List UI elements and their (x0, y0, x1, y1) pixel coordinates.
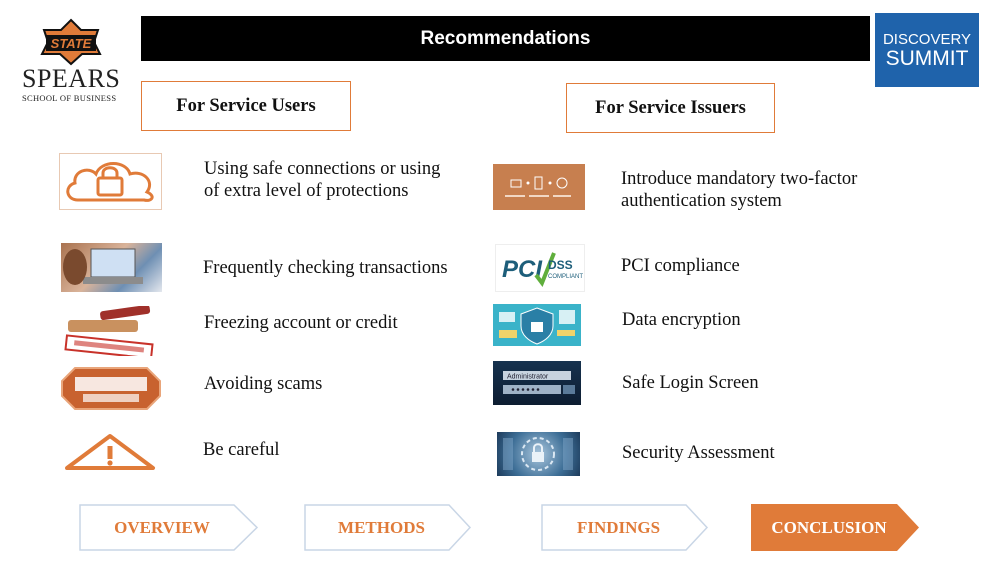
service-users-item-2: Frequently checking transactions (203, 258, 448, 278)
svg-text:DSS: DSS (548, 258, 573, 272)
nav-overview-button[interactable] (79, 504, 259, 551)
service-users-item-1 (204, 158, 440, 202)
two-factor-diagram (493, 164, 585, 210)
nav-methods-button[interactable] (304, 504, 472, 551)
service-issuers-item-2: PCI compliance (621, 256, 740, 276)
laptop-photo (61, 243, 162, 292)
svg-text:STATE: STATE (50, 36, 92, 51)
service-issuers-heading: For Service Issuers (566, 83, 775, 133)
cloud-lock-icon (59, 153, 162, 210)
warning-triangle-icon (61, 433, 160, 470)
nav-conclusion-label: CONCLUSION (771, 517, 887, 537)
login-screen-photo (493, 361, 581, 405)
service-users-item-5: Be careful (203, 440, 280, 460)
logo-subtitle: SCHOOL OF BUSINESS (22, 93, 117, 103)
item-text-line-2: of extra level of protections (204, 181, 409, 201)
service-issuers-item-4: Safe Login Screen (622, 373, 759, 393)
nav-methods-label: METHODS (338, 517, 425, 537)
nav-overview-label: OVERVIEW (114, 517, 210, 537)
item-text-line-1: Introduce mandatory two-factor (621, 169, 858, 189)
service-users-item-3: Freezing account or credit (204, 313, 398, 333)
service-users-heading: For Service Users (141, 81, 351, 131)
svg-text:Administrator: Administrator (507, 373, 549, 381)
nav-findings-button[interactable] (541, 504, 709, 551)
page-title: Recommendations (141, 16, 870, 61)
encryption-illustration (493, 304, 581, 346)
discovery-summit-badge (875, 13, 979, 87)
logo-wordmark: SPEARS (22, 64, 121, 93)
service-issuers-item-1 (621, 168, 857, 212)
nav-conclusion-button[interactable] (751, 504, 919, 551)
item-text-line-2: authentication system (621, 191, 782, 211)
svg-text:COMPLIANT: COMPLIANT (548, 274, 584, 280)
account-frozen-stamp (60, 306, 164, 356)
nav-findings-label: FINDINGS (576, 517, 661, 537)
svg-text:PCI: PCI (502, 256, 543, 283)
scam-warning-sign (61, 367, 161, 410)
security-assessment-photo (497, 432, 580, 476)
service-issuers-item-5: Security Assessment (622, 443, 775, 463)
pci-dss-logo (495, 244, 585, 292)
badge-line-2: SUMMIT (885, 46, 969, 70)
service-issuers-item-3: Data encryption (622, 310, 741, 330)
osu-emblem-icon (38, 18, 104, 66)
item-text-line-1: Using safe connections or using (204, 159, 441, 179)
badge-line-1: DISCOVERY (882, 30, 972, 48)
service-users-item-4: Avoiding scams (204, 374, 323, 394)
